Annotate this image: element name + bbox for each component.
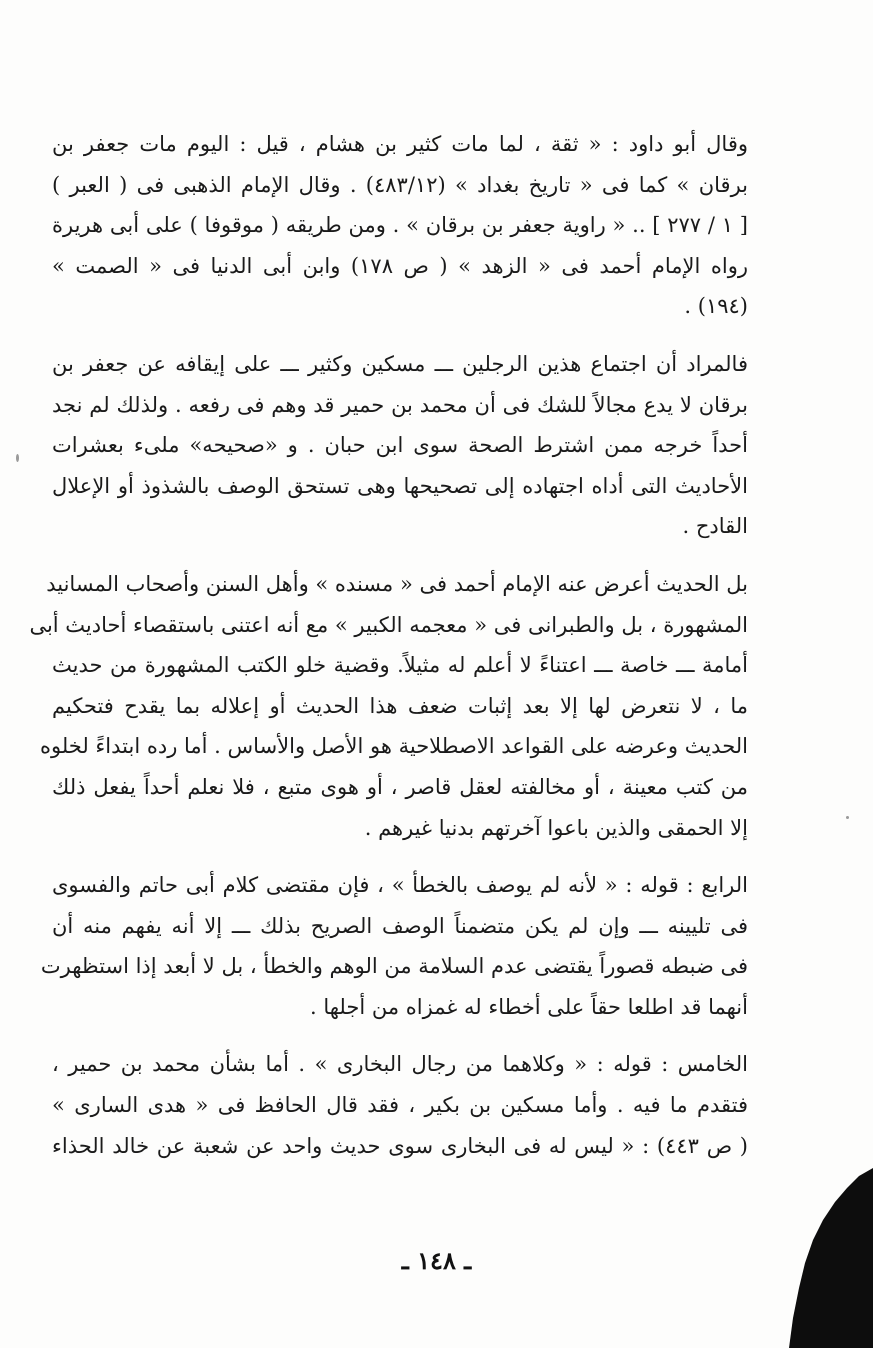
paragraph-5: [52, 1044, 778, 1166]
text-line: فى ضبطه قصوراً يقتضى عدم السلامة من الوهم والخطأ ، بل لا أبعد إذا استظهرت: [40, 954, 748, 979]
text-line: فتقدم ما فيه . وأما مسكين بن بكير ، فقد قال الحافظ فى « هدى السارى »: [52, 1093, 748, 1118]
text-line: الرابع : قوله : « لأنه لم يوصف بالخطأ » ، فإن مقتضى كلام أبى حاتم والفسوى: [52, 873, 748, 898]
page-number: ـ ١٤٨ ـ: [401, 1246, 472, 1275]
text-line: برقان لا يدع مجالاً للشك فى أن محمد بن حمير قد وهم فى رفعه . ولذلك لم نجد: [52, 392, 748, 417]
paragraph-4: [40, 865, 778, 1027]
text-line: أمامة ـــ خاصة ـــ اعتناءً لا أعلم له مثيلاً. وقضية خلو الكتب المشهورة من حديث: [52, 653, 748, 678]
text-line: الخامس : قوله : « وكلاهما من رجال البخارى » . أما بشأن محمد بن حمير ،: [52, 1052, 748, 1077]
paragraph-2: [52, 344, 778, 547]
text-line: وقال أبو داود : « ثقة ، لما مات كثير بن هشام ، قيل : اليوم مات جعفر بن: [52, 132, 748, 156]
text-line: برقان » كما فى « تاريخ بغداد » (٤٨٣/١٢) . وقال الإمام الذهبى فى ( العبر ): [52, 172, 749, 197]
text-line: رواه الإمام أحمد فى « الزهد » ( ص ١٧٨) وابن أبى الدنيا فى « الصمت »: [52, 253, 748, 278]
text-line: الأحاديث التى أداه اجتهاده إلى تصحيحها وهى تستحق الوصف بالشذوذ أو الإعلال: [52, 473, 748, 498]
body-text: [29, 124, 778, 1183]
text-line: من كتب معينة ، أو مخالفته لعقل قاصر ، أو هوى متبع ، فلا نعلم أحداً يفعل ذلك: [52, 774, 748, 799]
scan-shadow-corner: [789, 1168, 873, 1348]
text-line: ما ، لا نتعرض لها إلا بعد إثبات ضعف هذا الحديث أو إعلاله بما يقدح فتحكيم: [52, 693, 748, 718]
text-line: المشهورة ، بل والطبرانى فى « معجمه الكبير » مع أنه اعتنى باستقصاء أحاديث أبى: [29, 612, 748, 637]
text-line: فى تليينه ـــ وإن لم يكن متضمناً الوصف الصريح بذلك ـــ إلا أنه يفهم منه أن: [52, 913, 748, 938]
scan-speck: [16, 454, 19, 462]
paragraph-3: [29, 564, 778, 848]
paragraph-1: [52, 124, 778, 327]
text-line: بل الحديث أعرض عنه الإمام أحمد فى « مسنده » وأهل السنن وأصحاب المسانيد: [46, 571, 748, 596]
text-line: (١٩٤) .: [684, 294, 748, 319]
scan-speck: [846, 816, 849, 819]
text-line: إلا الحمقى والذين باعوا آخرتهم بدنيا غيرهم .: [364, 815, 748, 840]
text-line: الحديث وعرضه على القواعد الاصطلاحية هو الأصل والأساس . أما رده ابتداءً لخلوه: [40, 734, 748, 759]
text-line: ( ص ٤٤٣) : « ليس له فى البخارى سوى حديث واحد عن شعبة عن خالد الحذاء: [52, 1133, 749, 1158]
text-line: فالمراد أن اجتماع هذين الرجلين ـــ مسكين وكثير ـــ على إيقافه عن جعفر بن: [52, 351, 748, 376]
text-line: أنهما قد اطلعا حقاً على أخطاء له غمزاه من أجلها .: [309, 994, 748, 1019]
text-line: القادح .: [682, 514, 748, 539]
text-line: [ ١ / ٢٧٧ ] .. « راوية جعفر بن برقان » . ومن طريقه ( موقوفا ) على أبى هريرة: [52, 213, 748, 238]
text-line: أحداً خرجه ممن اشترط الصحة سوى ابن حبان . و «صحيحه» ملىء بعشرات: [52, 433, 748, 458]
